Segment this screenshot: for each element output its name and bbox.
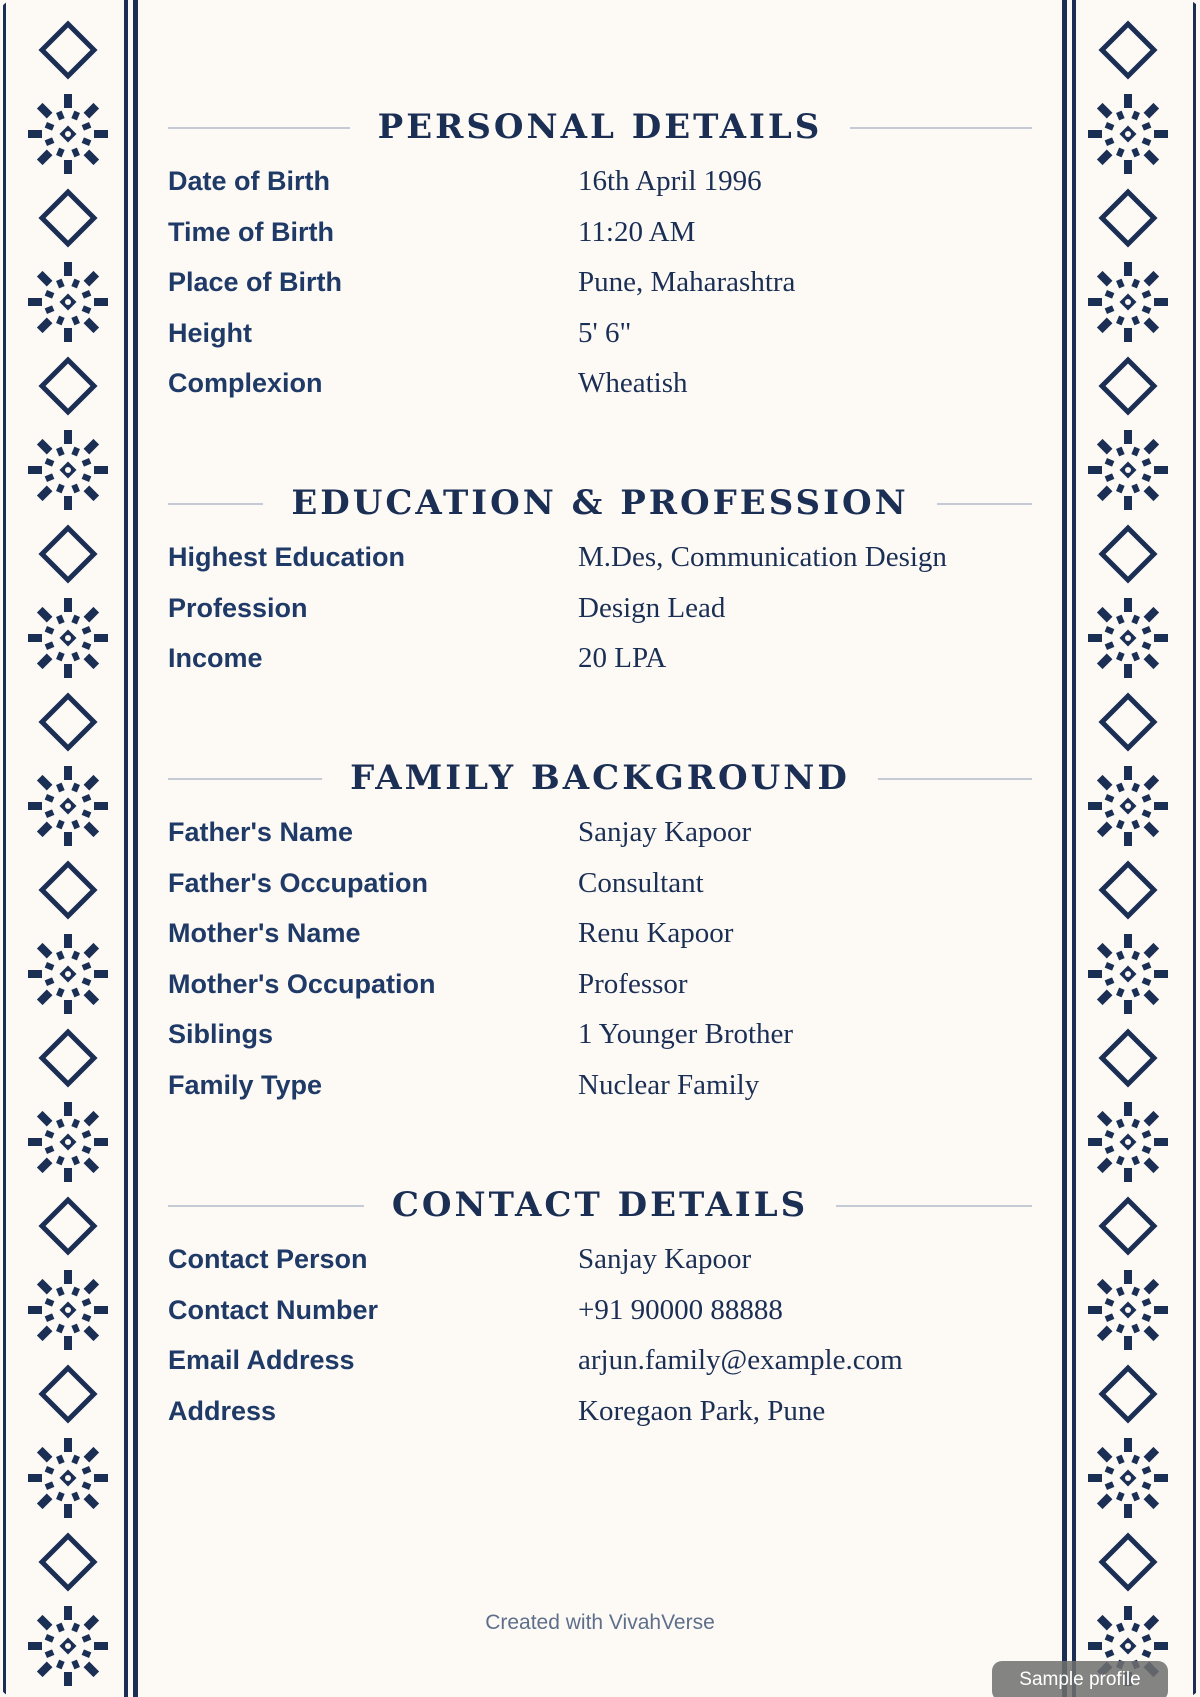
detail-row: [168, 917, 1032, 968]
detail-row: [168, 1243, 1032, 1294]
detail-row: [168, 367, 1032, 418]
floral-motif-icon: [28, 430, 108, 510]
detail-row: [168, 642, 1032, 693]
diamond-motif-icon: [42, 1200, 94, 1252]
right-border-svg: [1060, 0, 1200, 1697]
detail-rows: [168, 165, 1032, 418]
floral-motif-icon: [1088, 1438, 1168, 1518]
diamond-motif-icon: [42, 360, 94, 412]
diamond-motif-icon: [1102, 864, 1154, 916]
diamond-motif-icon: [1102, 1368, 1154, 1420]
diamond-motif-icon: [1102, 360, 1154, 412]
field-label: Contact Person: [168, 1244, 368, 1274]
header-rule-right: [852, 778, 1032, 780]
detail-rows: [168, 1243, 1032, 1445]
section-education-profession: [168, 473, 1032, 693]
field-value: +91 90000 88888: [578, 1293, 783, 1326]
field-value: Nuclear Family: [578, 1068, 760, 1101]
field-value: 1 Younger Brother: [578, 1018, 794, 1050]
field-value: 16th April 1996: [578, 165, 762, 197]
field-label: Income: [168, 643, 263, 673]
field-value: Renu Kapoor: [578, 917, 734, 949]
floral-motif-icon: [28, 94, 108, 174]
field-value: arjun.family@example.com: [578, 1344, 903, 1376]
field-value: 11:20 AM: [578, 215, 696, 248]
diamond-motif-icon: [42, 1368, 94, 1420]
diamond-motif-icon: [1102, 696, 1154, 748]
detail-row: [168, 1395, 1032, 1446]
diamond-motif-icon: [42, 1032, 94, 1084]
detail-row: [168, 1294, 1032, 1345]
floral-motif-icon: [28, 598, 108, 678]
diamond-motif-icon: [1102, 24, 1154, 76]
detail-row: [168, 1018, 1032, 1069]
detail-row: [168, 1069, 1032, 1120]
section-title: EDUCATION & PROFESSION: [263, 483, 936, 523]
field-value: Pune, Maharashtra: [578, 266, 796, 298]
floral-motif-icon: [28, 934, 108, 1014]
floral-motif-icon: [1088, 766, 1168, 846]
floral-motif-icon: [28, 766, 108, 846]
detail-rows: [168, 816, 1032, 1119]
field-value: Consultant: [578, 866, 704, 899]
biodata-content: [168, 0, 1032, 1697]
section-header: [168, 97, 1032, 157]
detail-row: [168, 1344, 1032, 1395]
field-label: Complexion: [168, 368, 323, 398]
floral-motif-icon: [1088, 94, 1168, 174]
detail-row: [168, 816, 1032, 867]
diamond-motif-icon: [42, 528, 94, 580]
diamond-motif-icon: [42, 864, 94, 916]
header-rule-left: [168, 127, 372, 129]
diamond-motif-icon: [1102, 192, 1154, 244]
section-header: [168, 473, 1032, 533]
section-title: CONTACT DETAILS: [364, 1185, 836, 1225]
diamond-motif-icon: [42, 24, 94, 76]
right-border-ornament: [1060, 0, 1200, 1697]
floral-motif-icon: [1088, 262, 1168, 342]
section-contact-details: [168, 1175, 1032, 1445]
section-header: [168, 1175, 1032, 1235]
detail-row: [168, 317, 1032, 368]
footer-credit: Created with VivahVerse: [485, 1611, 715, 1634]
floral-motif-icon: [1088, 934, 1168, 1014]
floral-motif-icon: [28, 262, 108, 342]
section-header: [168, 748, 1032, 808]
sample-profile-badge: Sample profile: [992, 1661, 1168, 1697]
field-label: Date of Birth: [168, 166, 330, 196]
diamond-motif-icon: [1102, 1200, 1154, 1252]
detail-row: [168, 592, 1032, 643]
left-border-ornament: [0, 0, 140, 1697]
diamond-motif-icon: [42, 696, 94, 748]
field-label: Highest Education: [168, 542, 406, 572]
detail-row: [168, 867, 1032, 918]
field-label: Father's Occupation: [168, 867, 428, 898]
diamond-motif-icon: [1102, 528, 1154, 580]
detail-row: [168, 541, 1032, 592]
field-label: Family Type: [168, 1069, 323, 1100]
field-label: Mother's Occupation: [168, 968, 436, 999]
field-value: M.Des, Communication Design: [578, 541, 947, 573]
detail-row: [168, 216, 1032, 267]
section-title: PERSONAL DETAILS: [350, 107, 851, 147]
floral-motif-icon: [28, 1270, 108, 1350]
floral-motif-icon: [28, 1606, 108, 1686]
field-label: Place of Birth: [168, 267, 343, 297]
field-label: Email Address: [168, 1345, 355, 1375]
floral-motif-icon: [28, 1438, 108, 1518]
field-label: Contact Number: [168, 1294, 379, 1325]
floral-motif-icon: [1088, 1102, 1168, 1182]
field-value: Professor: [578, 967, 688, 1000]
field-label: Father's Name: [168, 817, 353, 847]
header-rule-right: [828, 127, 1032, 129]
floral-motif-icon: [28, 1102, 108, 1182]
detail-row: [168, 266, 1032, 317]
field-label: Mother's Name: [168, 918, 361, 948]
header-rule-left: [168, 778, 348, 780]
diamond-motif-icon: [1102, 1536, 1154, 1588]
field-value: Koregaon Park, Pune: [578, 1394, 826, 1427]
field-label: Address: [168, 1395, 277, 1426]
field-value: 5' 6": [578, 316, 632, 349]
floral-motif-icon: [1088, 1270, 1168, 1350]
field-value: 20 LPA: [578, 642, 667, 674]
floral-motif-icon: [1088, 598, 1168, 678]
field-label: Siblings: [168, 1019, 274, 1049]
field-label: Height: [168, 317, 252, 348]
floral-motif-icon: [1088, 430, 1168, 510]
header-rule-right: [820, 1205, 1032, 1207]
field-value: Wheatish: [578, 367, 688, 399]
detail-row: [168, 165, 1032, 216]
detail-rows: [168, 541, 1032, 693]
section-family-background: [168, 748, 1032, 1119]
field-value: Sanjay Kapoor: [578, 816, 752, 848]
diamond-motif-icon: [42, 1536, 94, 1588]
diamond-motif-icon: [42, 192, 94, 244]
diamond-motif-icon: [1102, 1032, 1154, 1084]
header-rule-left: [168, 1205, 380, 1207]
detail-row: [168, 968, 1032, 1019]
field-value: Design Lead: [578, 591, 726, 624]
field-label: Profession: [168, 592, 308, 623]
field-value: Sanjay Kapoor: [578, 1243, 752, 1275]
section-title: FAMILY BACKGROUND: [322, 758, 878, 798]
left-border-svg: [0, 0, 140, 1697]
field-label: Time of Birth: [168, 216, 335, 247]
section-personal-details: [168, 97, 1032, 418]
